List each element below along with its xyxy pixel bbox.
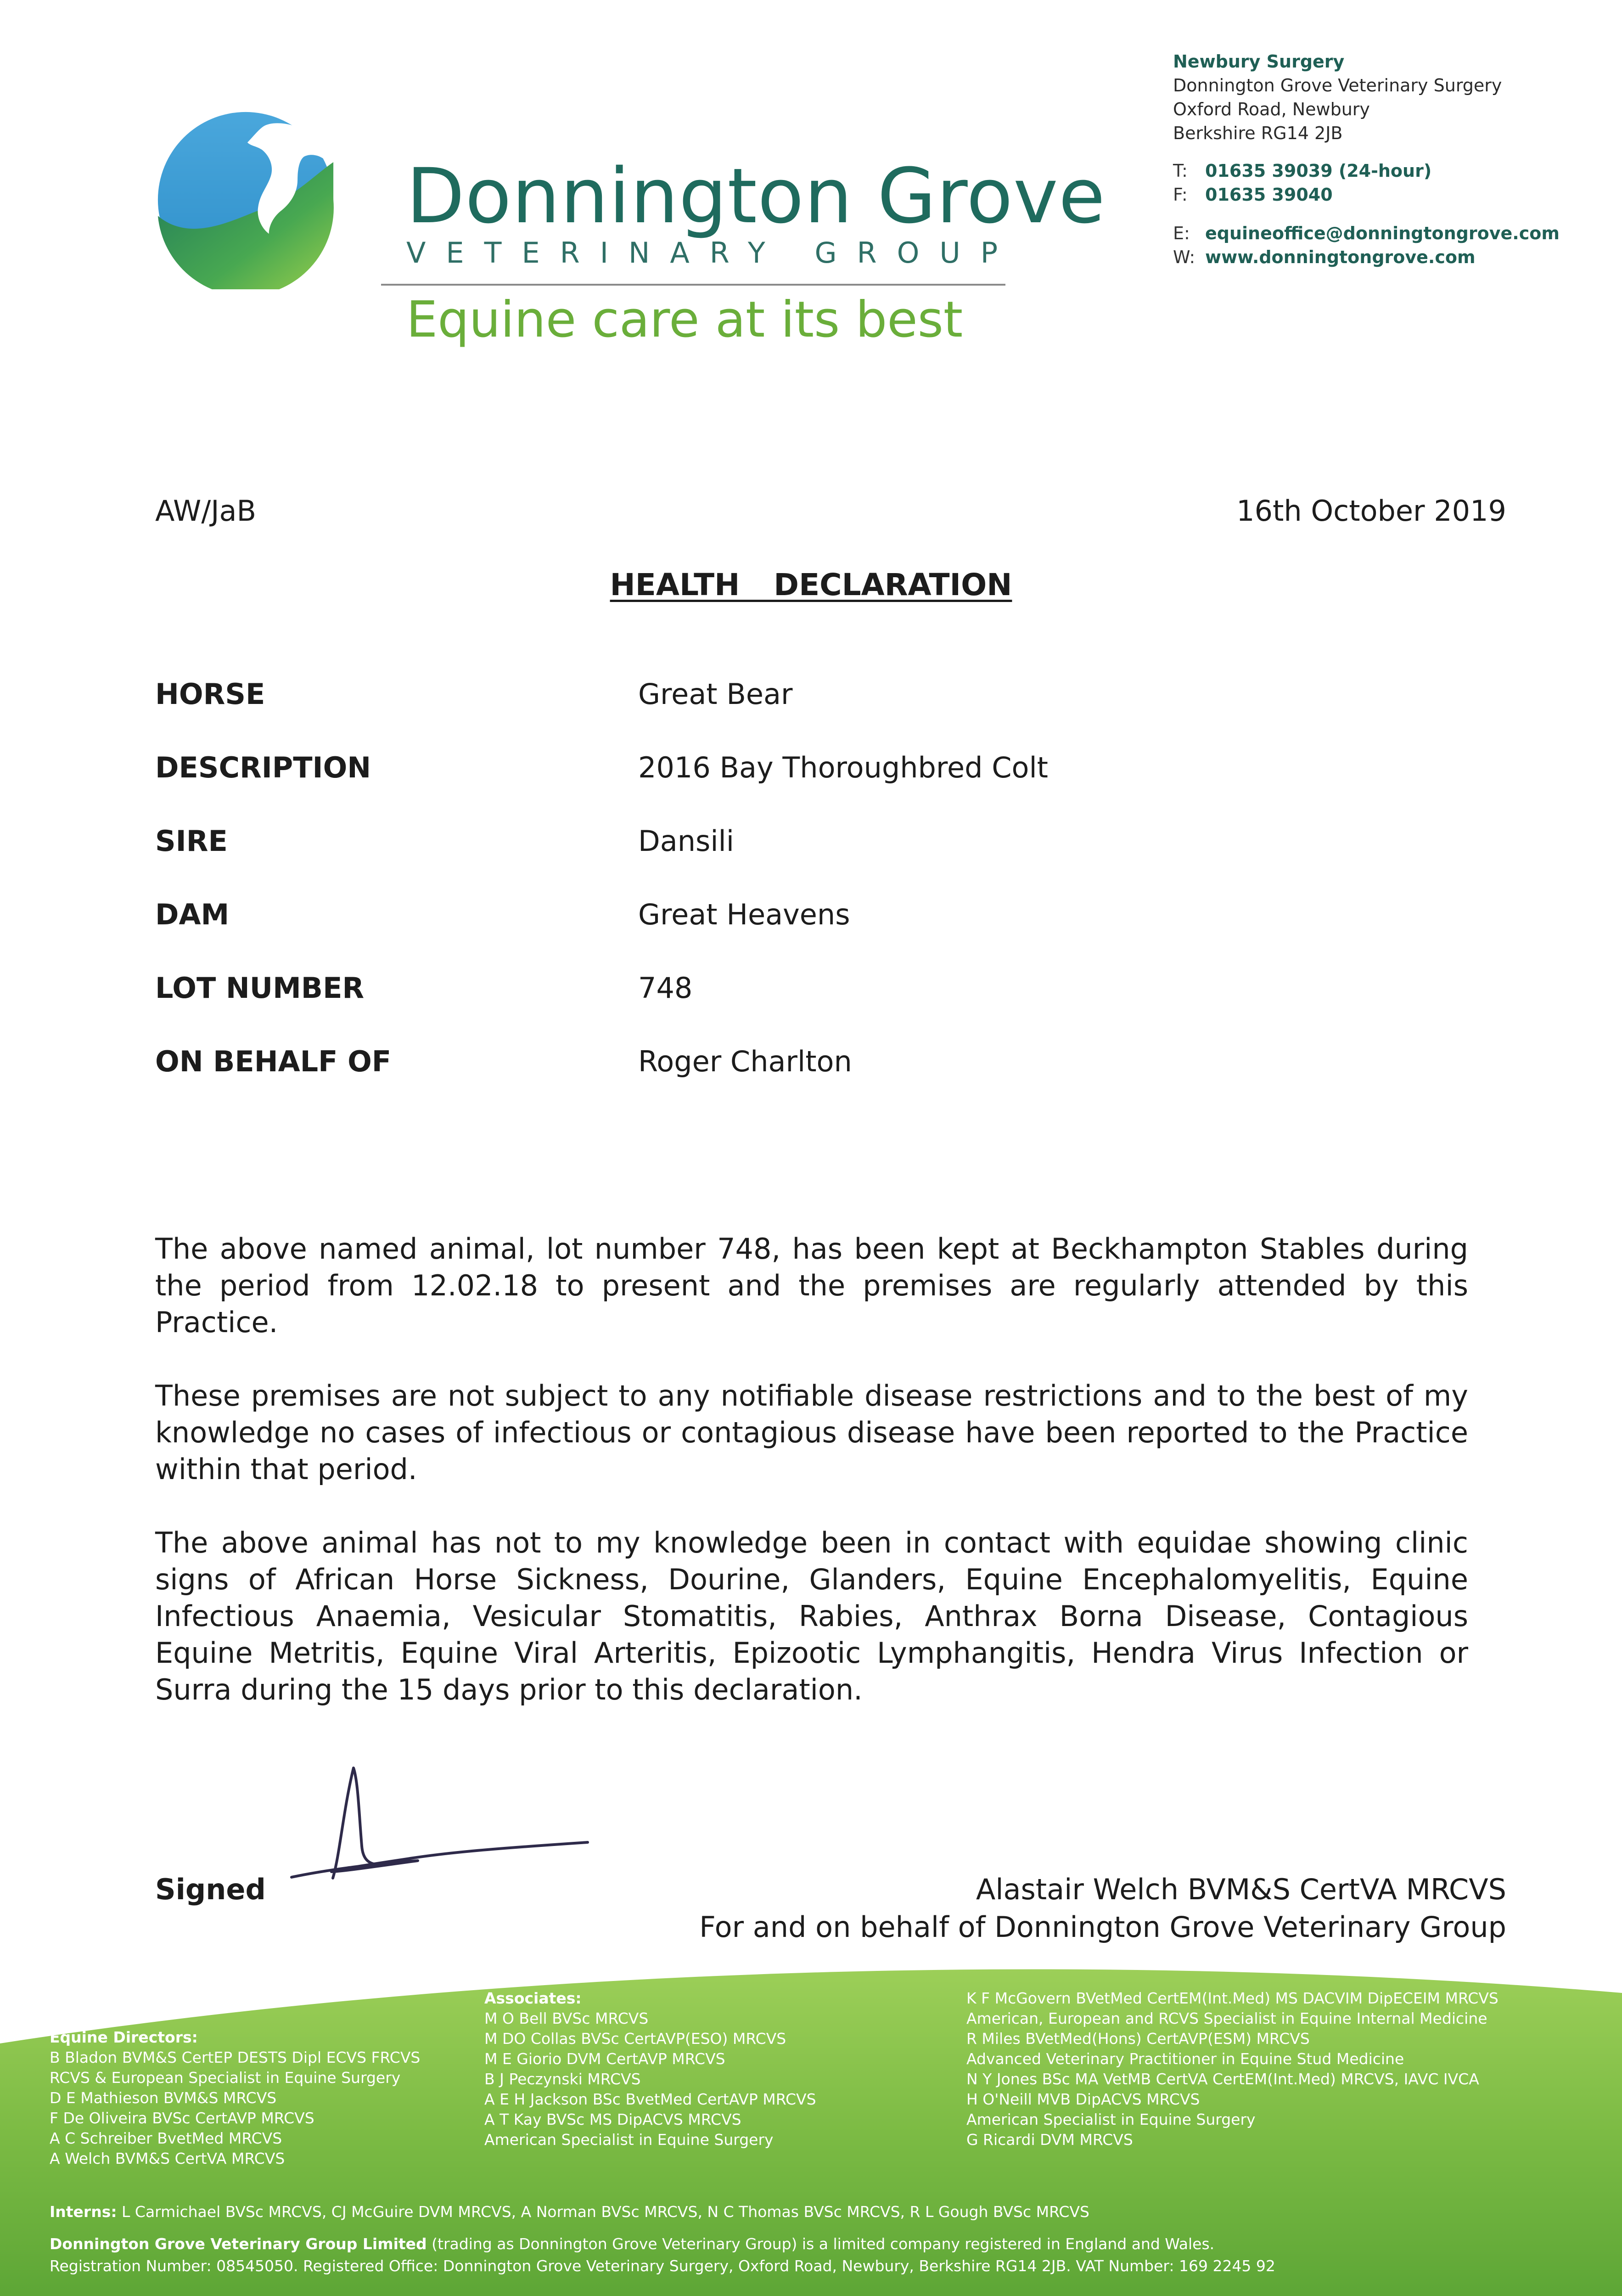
associate-entry: M E Giorio DVM CertAVP MRCVS	[484, 2050, 725, 2068]
website-link[interactable]: www.donningtongrove.com	[1205, 247, 1476, 267]
company-logo-icon	[156, 110, 335, 289]
email-link[interactable]: equineoffice@donningtongrove.com	[1205, 223, 1560, 243]
director-entry: D E Mathieson BVM&S MRCVS	[50, 2089, 277, 2107]
signer-name: Alastair Welch BVM&S CertVA MRCVS	[976, 1873, 1506, 1906]
address-line: Berkshire RG14 2JB	[1173, 123, 1343, 143]
signed-label: Signed	[155, 1873, 266, 1906]
detail-value: Roger Charlton	[638, 1045, 852, 1078]
letter-reference: AW/JaB	[155, 494, 257, 528]
company-text: (trading as Donnington Grove Veterinary Group) is a limited company registered in England and Wales.	[432, 2235, 1215, 2253]
document-title	[0, 567, 1622, 602]
detail-label: DAM	[155, 898, 230, 931]
associate-entry: American Specialist in Equine Surgery	[484, 2131, 774, 2149]
associate-entry: A E H Jackson BSc BvetMed CertAVP MRCVS	[484, 2090, 816, 2108]
detail-label: LOT NUMBER	[155, 971, 365, 1005]
specialist-entry: K F McGovern BVetMed CertEM(Int.Med) MS DACVIM DipECEIM MRCVS	[966, 1989, 1499, 2007]
specialist-entry: American, European and RCVS Specialist in Equine Internal Medicine	[966, 2009, 1487, 2027]
director-entry: A C Schreiber BvetMed MRCVS	[50, 2129, 282, 2147]
associates-heading: Associates:	[484, 1989, 582, 2007]
telephone-number[interactable]: 01635 39039 (24-hour)	[1205, 161, 1432, 181]
web-label: W:	[1173, 247, 1195, 267]
specialist-entry: American Specialist in Equine Surgery	[966, 2110, 1256, 2128]
tel-label: T:	[1173, 161, 1188, 181]
office-name: Newbury Surgery	[1173, 51, 1345, 72]
associate-entry: M O Bell BVSc MRCVS	[484, 2009, 649, 2027]
document-title-text: HEALTH DECLARATION	[610, 567, 1012, 602]
detail-value: Great Bear	[638, 677, 793, 711]
specialist-entry: N Y Jones BSc MA VetMB CertVA CertEM(Int.Med) MRCVS, IAVC IVCA	[966, 2070, 1479, 2088]
signer-organisation: For and on behalf of Donnington Grove Veterinary Group	[699, 1910, 1506, 1944]
detail-label: ON BEHALF OF	[155, 1045, 392, 1078]
directors-heading: Equine Directors:	[50, 2028, 198, 2046]
fax-label: F:	[1173, 185, 1188, 205]
detail-value: Dansili	[638, 824, 735, 858]
equine-directors	[50, 2027, 420, 2169]
brand-subtitle: VETERINARY GROUP	[406, 236, 1018, 270]
letter-date: 16th October 2019	[1236, 494, 1506, 528]
detail-value: Great Heavens	[638, 898, 850, 931]
interns-label: Interns:	[50, 2203, 117, 2221]
associate-entry: M DO Collas BVSc CertAVP(ESO) MRCVS	[484, 2030, 786, 2048]
specialist-entry: Advanced Veterinary Practitioner in Equine Stud Medicine	[966, 2050, 1404, 2068]
specialist-entry: H O'Neill MVB DipACVS MRCVS	[966, 2090, 1200, 2108]
detail-label: HORSE	[155, 677, 265, 711]
associates-list	[484, 1988, 816, 2150]
fax-number: 01635 39040	[1205, 185, 1333, 205]
declaration-paragraph: The above animal has not to my knowledge been in contact with equidae showing clinic signs of African Horse Sickness, Dourine, Glanders, Equine Encephalomyelitis, Equine Infectious Anaemia, Vesicular Stomatitis, Rabies, Anthrax Borna Disease, Contagious Equine Metritis, Equine Viral Arteritis, Epizootic Lymphangitis, Hendra Virus Infection or Surra during the 15 days prior to this declaration.	[155, 1526, 1468, 1706]
email-label: E:	[1173, 223, 1190, 243]
brand-tagline: Equine care at its best	[406, 291, 963, 349]
director-entry: B Bladon BVM&S CertEP DESTS Dipl ECVS FRCVS	[50, 2048, 421, 2066]
contact-block	[1173, 50, 1560, 269]
director-entry: F De Oliveira BVSc CertAVP MRCVS	[50, 2109, 314, 2127]
associate-entry: B J Peczynski MRCVS	[484, 2070, 641, 2088]
address-line: Oxford Road, Newbury	[1173, 99, 1370, 119]
brand-divider	[381, 284, 1005, 286]
company-line	[50, 2234, 1214, 2254]
brand-name: Donnington Grove	[406, 152, 1106, 240]
specialist-entry: R Miles BVetMed(Hons) CertAVP(ESM) MRCVS	[966, 2030, 1310, 2048]
detail-label: DESCRIPTION	[155, 751, 371, 784]
associate-entry: A T Kay BVSc MS DipACVS MRCVS	[484, 2110, 741, 2128]
detail-value: 748	[638, 971, 693, 1005]
declaration-paragraph: These premises are not subject to any notifiable disease restrictions and to the best of my knowledge no cases of infectious or contagious disease have been reported to the Practice within that period.	[155, 1379, 1468, 1486]
interns-names: L Carmichael BVSc MRCVS, CJ McGuire DVM MRCVS, A Norman BVSc MRCVS, N C Thomas BVSc MRCVS, R L Gough BVSc MRCVS	[122, 2203, 1089, 2221]
registration-line: Registration Number: 08545050. Registered Office: Donnington Grove Veterinary Surgery, Oxford Road, Newbury, Berkshire RG14 2JB. VAT Number: 169 2245 92	[50, 2257, 1275, 2275]
company-name: Donnington Grove Veterinary Group Limited	[50, 2235, 427, 2253]
handwritten-signature-icon	[275, 1754, 597, 1892]
detail-value: 2016 Bay Thoroughbred Colt	[638, 751, 1048, 784]
specialists-list	[966, 1988, 1499, 2150]
detail-label: SIRE	[155, 824, 228, 858]
declaration-paragraph: The above named animal, lot number 748, has been kept at Beckhampton Stables during the period from 12.02.18 to present and the premises are regularly attended by this Practice.	[155, 1232, 1468, 1339]
director-entry: RCVS & European Specialist in Equine Surgery	[50, 2069, 401, 2087]
director-entry: A Welch BVM&S CertVA MRCVS	[50, 2150, 285, 2167]
specialist-entry: G Ricardi DVM MRCVS	[966, 2131, 1133, 2149]
interns-line	[50, 2202, 1089, 2222]
address-line: Donnington Grove Veterinary Surgery	[1173, 75, 1502, 96]
